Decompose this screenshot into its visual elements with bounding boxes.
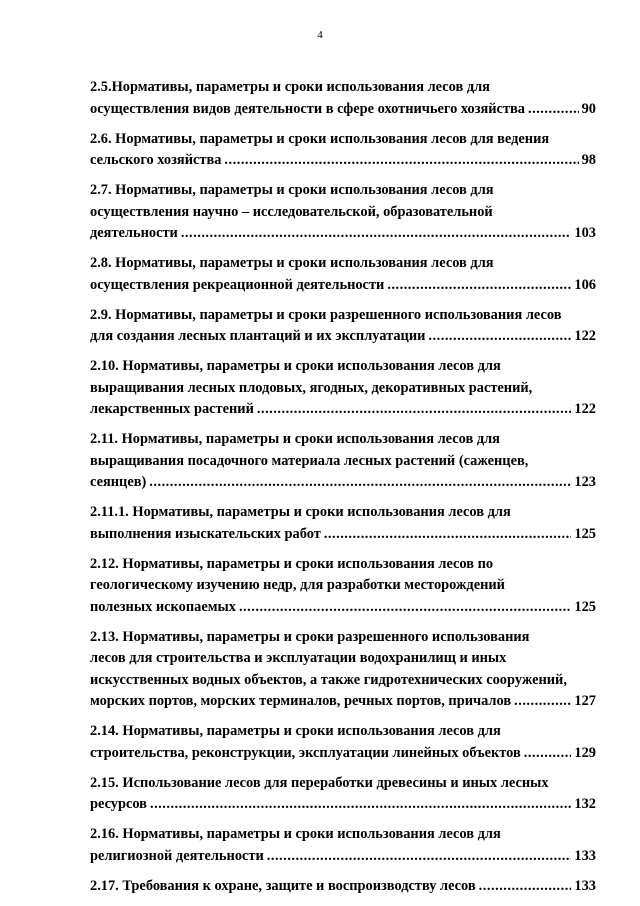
toc-entry-text-line: сельского хозяйства [90,152,222,168]
page-number: 4 [317,29,323,41]
toc-entry-text-line: 2.16. Нормативы, параметры и сроки использования лесов для [90,826,501,842]
table-of-contents [90,77,596,906]
toc-entry-text-line: осуществления научно – исследовательской, образовательной [90,203,493,220]
toc-entry-last-line [90,223,596,245]
toc-entry-text-line: 2.5.Нормативы, параметры и сроки использования лесов для [90,79,490,95]
toc-entry [90,180,596,245]
toc-entry-text-line: деятельности [90,225,178,241]
toc-page-ref: 129 [574,744,596,761]
toc-page-ref: 125 [574,598,596,615]
dot-leader [324,524,572,546]
toc-page-ref: 103 [574,225,596,241]
toc-entry-text-line: строительства, реконструкции, эксплуатации линейных объектов [90,744,521,761]
dot-leader [181,223,572,245]
toc-entry-text-line: осуществления рекреационной деятельности [90,276,385,293]
toc-page-ref: 133 [574,877,596,894]
toc-page-ref: 122 [574,401,596,417]
toc-entry-text-line: 2.6. Нормативы, параметры и сроки использования лесов для ведения [90,130,550,147]
toc-entry-text-line: полезных ископаемых [90,598,236,615]
toc-entry-text-line: 2.11.1. Нормативы, параметры и сроки использования лесов для [90,504,511,520]
toc-entry [90,876,596,898]
toc-entry-last-line [90,150,596,172]
toc-entry [90,627,596,713]
toc-entry-text-line: выращивания посадочного материала лесных растений (саженцев, [90,452,529,469]
dot-leader [267,846,572,868]
toc-page-ref: 132 [574,796,596,812]
dot-leader [149,472,571,494]
toc-entry-text-line: сеянцев) [90,474,147,490]
toc-entry-last-line [90,472,596,494]
toc-entry-last-line [90,743,596,765]
dot-leader [524,743,572,765]
toc-entry [90,77,596,120]
toc-page-ref: 125 [574,525,596,542]
toc-entry [90,253,596,296]
toc-entry-last-line [90,524,596,546]
toc-entry [90,502,596,545]
toc-entry-last-line [90,794,596,816]
toc-page-ref: 98 [581,152,596,168]
dot-leader [239,597,571,619]
toc-entry [90,721,596,764]
toc-entry-text-line: 2.12. Нормативы, параметры и сроки использования лесов по [90,555,494,572]
toc-entry-text-line: 2.10. Нормативы, параметры и сроки использования лесов для [90,358,501,374]
toc-entry [90,356,596,421]
toc-entry-text-line: геологическому изучению недр, для разработки месторождений [90,577,505,593]
toc-entry [90,305,596,348]
toc-entry [90,429,596,494]
toc-entry-last-line [90,326,596,348]
toc-entry-text-line: 2.7. Нормативы, параметры и сроки использования лесов для [90,182,494,198]
toc-entry-text-line: 2.14. Нормативы, параметры и сроки использования лесов для [90,723,501,739]
toc-entry [90,773,596,816]
toc-entry-last-line [90,399,596,421]
toc-page-ref: 106 [574,276,596,293]
toc-entry-text-line: лесов для строительства и эксплуатации водохранилищ и иных [90,650,507,666]
toc-page-ref: 123 [574,474,596,490]
dot-leader [387,275,571,297]
toc-entry-text-line: 2.9. Нормативы, параметры и сроки разрешенного использования лесов [90,306,562,323]
toc-entry-text-line: 2.13. Нормативы, параметры и сроки разрешенного использования [90,628,530,645]
toc-page-ref: 90 [581,100,596,117]
toc-entry-text-line: выращивания лесных плодовых, ягодных, декоративных растений, [90,379,533,396]
toc-entry-text-line: морских портов, морских терминалов, речных портов, причалов [90,693,512,709]
toc-entry-text-line: 2.8. Нормативы, параметры и сроки использования лесов для [90,255,494,271]
toc-page-ref: 127 [574,693,596,709]
dot-leader [479,876,572,898]
dot-leader [428,326,571,348]
dot-leader [528,99,579,121]
toc-entry-last-line [90,99,596,121]
toc-entry-text-line: 2.11. Нормативы, параметры и сроки использования лесов для [90,431,500,447]
dot-leader [224,150,578,172]
dot-leader [514,691,571,713]
dot-leader [150,794,571,816]
toc-entry [90,129,596,172]
toc-entry-text-line: ресурсов [90,796,147,812]
toc-entry-text-line: религиозной деятельности [90,847,264,864]
toc-entry-text-line: искусственных водных объектов, а также гидротехнических сооружений, [90,671,567,688]
toc-entry-text-line: 2.17. Требования к охране, защите и воспроизводству лесов [90,877,476,894]
toc-entry [90,554,596,619]
toc-entry-text-line: осуществления видов деятельности в сфере охотничьего хозяйства [90,100,525,117]
toc-entry-last-line [90,691,596,713]
dot-leader [257,399,572,421]
toc-entry-text-line: для создания лесных плантаций и их эксплуатации [90,328,426,344]
toc-entry-text-line: выполнения изыскательских работ [90,525,321,542]
toc-entry [90,824,596,867]
toc-entry-last-line [90,846,596,868]
toc-entry-last-line [90,597,596,619]
toc-entry-last-line [90,275,596,297]
toc-page-ref: 122 [574,328,596,344]
toc-entry-text-line: 2.15. Использование лесов для переработки древесины и иных лесных [90,774,549,791]
toc-entry-last-line [90,876,596,898]
toc-entry-text-line: лекарственных растений [90,401,254,417]
toc-page-ref: 133 [574,847,596,864]
